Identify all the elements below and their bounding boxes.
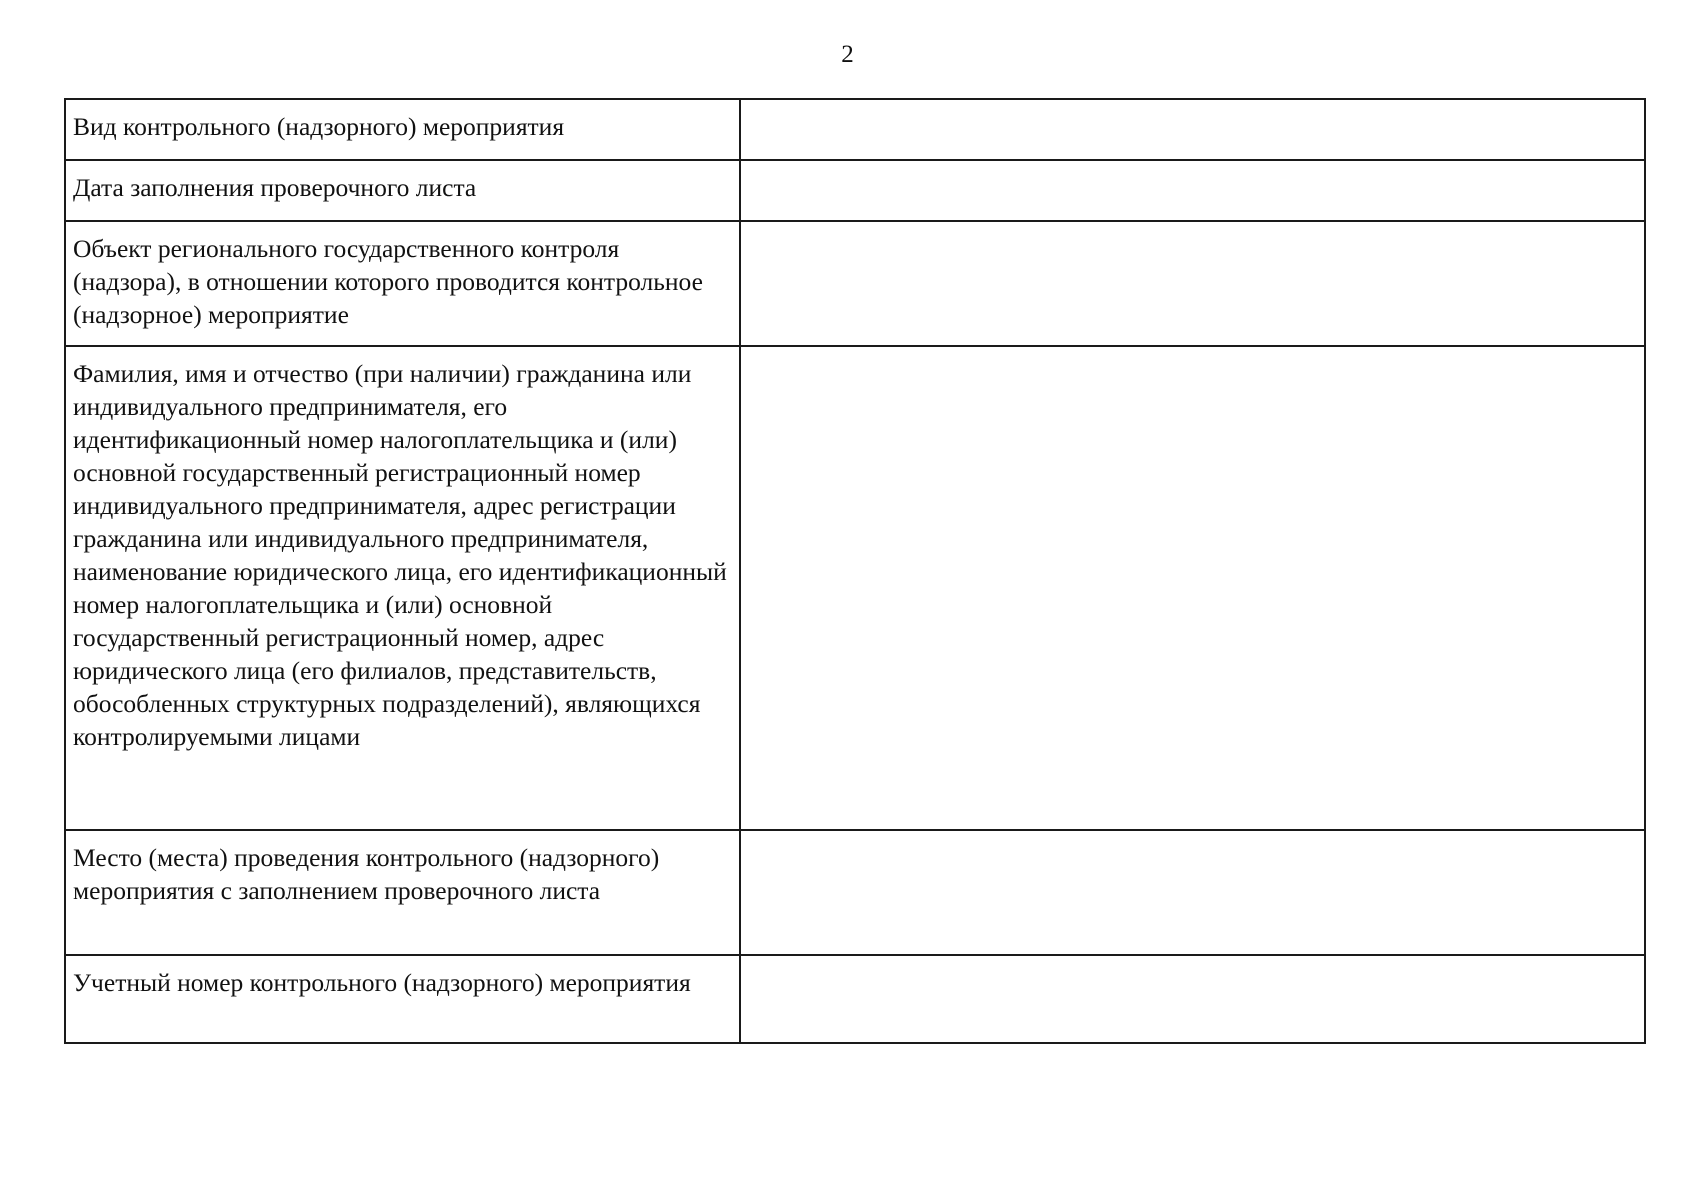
row-label-controlled-person: Фамилия, имя и отчество (при наличии) гражданина или индивидуального предпринимателя, его идентификационный номер налогоплательщика и (или) основной государственный регистрационный номер индивидуального предпринимателя, адрес регистрации гражданина или индивидуального предпринимателя, наименование юридического лица, его идентификационный номер налогоплательщика и (или) основной государственный регистрационный номер, адрес юридического лица (его филиалов, представительств, обособленных структурных подразделений), являющихся контролируемыми лицами [65,346,740,830]
row-label-event-place: Место (места) проведения контрольного (надзорного) мероприятия с заполнением проверочного листа [65,830,740,955]
row-value-event-type[interactable] [740,99,1645,160]
row-label-fill-date: Дата заполнения проверочного листа [65,160,740,221]
row-value-fill-date[interactable] [740,160,1645,221]
row-value-event-place[interactable] [740,830,1645,955]
table-row [65,221,1645,346]
table-row [65,830,1645,955]
row-label-control-object: Объект регионального государственного контроля (надзора), в отношении которого проводится контрольное (надзорное) мероприятие [65,221,740,346]
row-value-control-object[interactable] [740,221,1645,346]
page-number: 2 [841,41,854,68]
table-row [65,99,1645,160]
table-row [65,160,1645,221]
checklist-header-table [64,98,1646,1044]
row-label-registration-number: Учетный номер контрольного (надзорного) мероприятия [65,955,740,1043]
row-label-event-type: Вид контрольного (надзорного) мероприятия [65,99,740,160]
table-row [65,955,1645,1043]
row-value-controlled-person[interactable] [740,346,1645,830]
table-row [65,346,1645,830]
row-value-registration-number[interactable] [740,955,1645,1043]
